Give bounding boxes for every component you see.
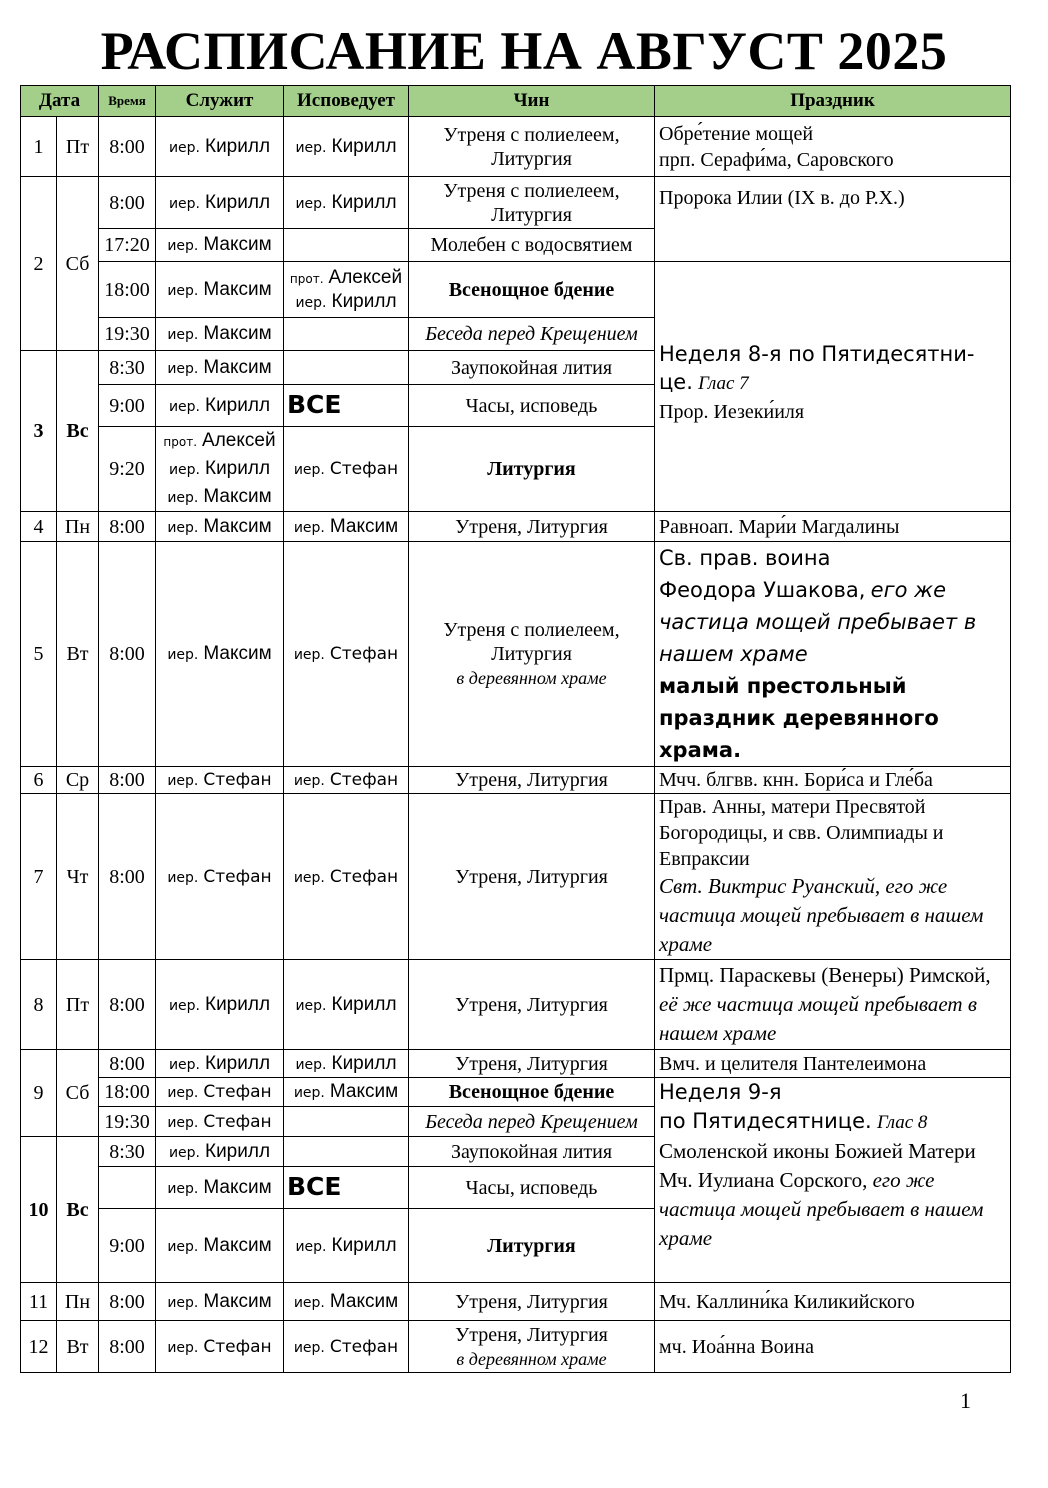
time: 8:00 xyxy=(99,767,156,794)
time: 8:00 xyxy=(99,117,156,177)
day-number: 10 xyxy=(21,1137,57,1283)
time: 18:00 xyxy=(99,1078,156,1107)
table-row xyxy=(21,960,1011,1050)
rite-cell: Заупокойная лития xyxy=(409,1137,655,1167)
day-number: 2 xyxy=(21,177,57,351)
serves-cell: иер. Кирилл xyxy=(156,385,284,427)
time: 8:00 xyxy=(99,512,156,542)
rite-cell: Молебен с водосвятием xyxy=(409,229,655,262)
time: 8:00 xyxy=(99,1283,156,1321)
table-row xyxy=(21,1050,1011,1078)
serves-cell: иер. Максим xyxy=(156,351,284,385)
confession-cell: прот. Алексей иер. Кирилл xyxy=(284,262,409,318)
table-row xyxy=(21,794,1011,960)
rite-cell: Утреня, Литургия xyxy=(409,960,655,1050)
weekday: Вс xyxy=(57,351,99,512)
confession-cell: иер. Кирилл xyxy=(284,117,409,177)
confession-cell: ВСЕ xyxy=(284,385,409,427)
serves-cell: иер. Максим xyxy=(156,542,284,767)
serves-cell: иер. Максим xyxy=(156,1209,284,1283)
serves-cell: иер. Максим xyxy=(156,229,284,262)
serves-cell: иер. Кирилл xyxy=(156,1137,284,1167)
confession-cell xyxy=(284,351,409,385)
serves-cell: иер. Максим xyxy=(156,262,284,318)
day-number: 8 xyxy=(21,960,57,1050)
day-number: 3 xyxy=(21,351,57,512)
day-number: 1 xyxy=(21,117,57,177)
rite-cell: Утреня, Литургия xyxy=(409,1050,655,1078)
time: 8:30 xyxy=(99,351,156,385)
feast-cell: Прмц. Параскевы (Венеры) Римской, её же частица мощей пребывает в нашем храме xyxy=(655,960,1011,1050)
time: 8:00 xyxy=(99,177,156,229)
confession-cell: ВСЕ xyxy=(284,1167,409,1209)
confession-cell xyxy=(284,229,409,262)
serves-cell: иер. Максим xyxy=(156,512,284,542)
confession-cell xyxy=(284,1137,409,1167)
confession-cell: иер. Кирилл xyxy=(284,1209,409,1283)
feast-cell: Обре́тение мощей прп. Серафи́ма, Саровского xyxy=(655,117,1011,177)
time: 9:20 xyxy=(99,427,156,512)
day-number: 12 xyxy=(21,1321,57,1373)
rite-cell: Всенощное бдение xyxy=(409,1078,655,1107)
rite-cell: Утреня с полиелеем, Литургия xyxy=(409,117,655,177)
feast-cell: Мчч. блгвв. кнн. Бори́са и Гле́ба xyxy=(655,767,1011,794)
weekday: Сб xyxy=(57,177,99,351)
feast-cell: Пророка Илии (IX в. до Р.Х.) xyxy=(655,177,1011,262)
weekday: Сб xyxy=(57,1050,99,1137)
serves-cell: иер. Стефан xyxy=(156,1107,284,1137)
header-confession: Исповедует xyxy=(284,86,409,117)
rite-cell: Часы, исповедь xyxy=(409,1167,655,1209)
rite-cell: Утреня, Литургия xyxy=(409,512,655,542)
time xyxy=(99,1167,156,1209)
table-row xyxy=(21,542,1011,767)
page-title: РАСПИСАНИЕ НА АВГУСТ 2025 xyxy=(100,21,948,81)
weekday: Вт xyxy=(57,1321,99,1373)
rite-cell: Заупокойная лития xyxy=(409,351,655,385)
time: 8:00 xyxy=(99,960,156,1050)
table-row xyxy=(21,262,1011,318)
time: 9:00 xyxy=(99,1209,156,1283)
time: 8:00 xyxy=(99,1321,156,1373)
serves-cell: иер. Максим xyxy=(156,1283,284,1321)
weekday: Чт xyxy=(57,794,99,960)
feast-cell: Мч. Каллини́ка Киликийского xyxy=(655,1283,1011,1321)
confession-cell: иер. Стефан xyxy=(284,794,409,960)
feast-cell: Вмч. и целителя Пантелеимона xyxy=(655,1050,1011,1078)
serves-cell: иер. Максим xyxy=(156,318,284,351)
confession-cell: иер. Стефан xyxy=(284,542,409,767)
serves-cell: иер. Стефан xyxy=(156,767,284,794)
confession-cell: иер. Максим xyxy=(284,512,409,542)
day-number: 9 xyxy=(21,1050,57,1137)
time: 9:00 xyxy=(99,385,156,427)
feast-cell: Неделя 8-я по Пятидесятни- це. Глас 7 Прор. Иезеки́иля xyxy=(655,262,1011,512)
serves-cell: прот. Алексей иер. Кирилл иер. Максим xyxy=(156,427,284,512)
serves-cell: иер. Стефан xyxy=(156,1078,284,1107)
rite-cell: Утреня, Литургия в деревянном храме xyxy=(409,1321,655,1373)
page-number: 1 xyxy=(960,1388,971,1413)
rite-cell: Беседа перед Крещением xyxy=(409,1107,655,1137)
feast-cell: Равноап. Мари́и Магдалины xyxy=(655,512,1011,542)
table-header xyxy=(21,86,1011,117)
time: 8:00 xyxy=(99,542,156,767)
confession-cell: иер. Стефан xyxy=(284,767,409,794)
rite-cell: Всенощное бдение xyxy=(409,262,655,318)
rite-cell: Беседа перед Крещением xyxy=(409,318,655,351)
header-serves: Служит xyxy=(156,86,284,117)
header-rite: Чин xyxy=(409,86,655,117)
serves-cell: иер. Кирилл xyxy=(156,177,284,229)
confession-cell xyxy=(284,1107,409,1137)
feast-cell: Св. прав. воина Феодора Ушакова, его же частица мощей пребывает в нашем храме малый престольный праздник деревянного храма. xyxy=(655,542,1011,767)
rite-cell: Утреня с полиелеем, Литургия в деревянном храме xyxy=(409,542,655,767)
feast-cell: мч. Иоа́нна Воина xyxy=(655,1321,1011,1373)
table-row xyxy=(21,512,1011,542)
day-number: 5 xyxy=(21,542,57,767)
feast-cell: Прав. Анны, матери Пресвятой Богородицы, и свв. Олимпиады и Евпраксии Свт. Виктрис Руанский, его же частица мощей пребывает в нашем храме xyxy=(655,794,1011,960)
table-row xyxy=(21,767,1011,794)
rite-cell: Литургия xyxy=(409,1209,655,1283)
serves-cell: иер. Стефан xyxy=(156,1321,284,1373)
rite-cell: Часы, исповедь xyxy=(409,385,655,427)
table-row xyxy=(21,117,1011,177)
confession-cell: иер. Максим xyxy=(284,1283,409,1321)
rite-cell: Утреня, Литургия xyxy=(409,794,655,960)
rite-cell: Утреня, Литургия xyxy=(409,767,655,794)
confession-cell: иер. Кирилл xyxy=(284,960,409,1050)
weekday: Пт xyxy=(57,117,99,177)
day-number: 7 xyxy=(21,794,57,960)
schedule-table xyxy=(20,85,1011,1373)
confession-cell: иер. Стефан xyxy=(284,1321,409,1373)
confession-cell: иер. Максим xyxy=(284,1078,409,1107)
weekday: Вс xyxy=(57,1137,99,1283)
weekday: Пт xyxy=(57,960,99,1050)
header-date: Дата xyxy=(21,86,99,117)
time: 17:20 xyxy=(99,229,156,262)
weekday: Ср xyxy=(57,767,99,794)
weekday: Вт xyxy=(57,542,99,767)
rite-cell: Литургия xyxy=(409,427,655,512)
confession-cell xyxy=(284,318,409,351)
rite-cell: Утреня с полиелеем, Литургия xyxy=(409,177,655,229)
confession-cell: иер. Кирилл xyxy=(284,1050,409,1078)
time: 18:00 xyxy=(99,262,156,318)
table-row xyxy=(21,177,1011,229)
header-time: Время xyxy=(99,86,156,117)
table-row xyxy=(21,1321,1011,1373)
feast-cell: Неделя 9-я по Пятидесятнице. Глас 8 Смоленской иконы Божией Матери Мч. Иулиана Сорского, его же частица мощей пребывает в нашем храме xyxy=(655,1078,1011,1283)
serves-cell: иер. Кирилл xyxy=(156,1050,284,1078)
table-row xyxy=(21,1283,1011,1321)
serves-cell: иер. Кирилл xyxy=(156,117,284,177)
day-number: 4 xyxy=(21,512,57,542)
weekday: Пн xyxy=(57,1283,99,1321)
confession-cell: иер. Стефан xyxy=(284,427,409,512)
serves-cell: иер. Максим xyxy=(156,1167,284,1209)
serves-cell: иер. Кирилл xyxy=(156,960,284,1050)
day-number: 6 xyxy=(21,767,57,794)
table-row xyxy=(21,1078,1011,1107)
header-feast: Праздник xyxy=(655,86,1011,117)
rite-cell: Утреня, Литургия xyxy=(409,1283,655,1321)
serves-cell: иер. Стефан xyxy=(156,794,284,960)
time: 8:00 xyxy=(99,794,156,960)
time: 8:00 xyxy=(99,1050,156,1078)
time: 19:30 xyxy=(99,318,156,351)
confession-cell: иер. Кирилл xyxy=(284,177,409,229)
day-number: 11 xyxy=(21,1283,57,1321)
weekday: Пн xyxy=(57,512,99,542)
time: 19:30 xyxy=(99,1107,156,1137)
time: 8:30 xyxy=(99,1137,156,1167)
